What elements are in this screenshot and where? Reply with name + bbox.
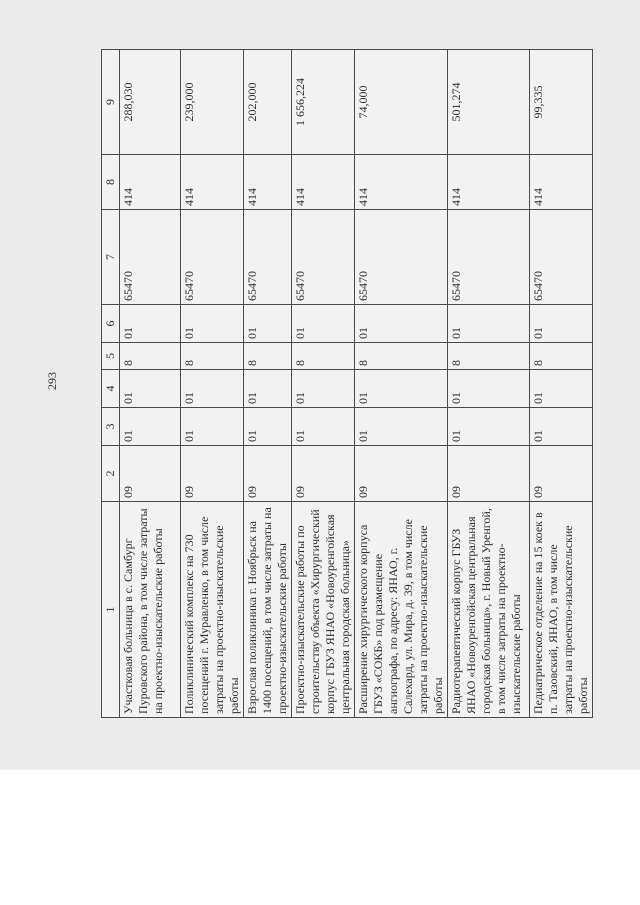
code-cell: 65470 bbox=[292, 210, 355, 305]
column-header: 4 bbox=[102, 370, 120, 408]
code-cell: 01 bbox=[120, 408, 181, 446]
code-cell: 01 bbox=[530, 408, 593, 446]
code-cell: 09 bbox=[448, 446, 530, 502]
code-cell: 01 bbox=[244, 408, 292, 446]
code-cell: 01 bbox=[244, 370, 292, 408]
code-cell: 09 bbox=[292, 446, 355, 502]
code-cell: 8 bbox=[181, 343, 244, 370]
rotated-table-frame bbox=[101, 50, 590, 718]
object-name-cell: Участковая больница в с. Самбург Пуровского района, в том числе затраты на проектно-изыскательские работы bbox=[120, 502, 181, 718]
code-cell: 414 bbox=[181, 155, 244, 210]
column-header: 7 bbox=[102, 210, 120, 305]
code-cell: 09 bbox=[120, 446, 181, 502]
code-cell: 01 bbox=[355, 408, 448, 446]
table-row bbox=[355, 50, 448, 718]
column-header: 1 bbox=[102, 502, 120, 718]
object-name-cell: Взрослая поликлиника г. Ноябрьск на 1400 посещений, в том числе затраты на проектно-изыскательские работы bbox=[244, 502, 292, 718]
code-cell: 01 bbox=[448, 408, 530, 446]
column-header: 6 bbox=[102, 305, 120, 343]
object-name-cell: Проектно-изыскательские работы по строительству объекта «Хирургический корпус ГБУЗ ЯНАО «Новоуренгойская центральная городская больница» bbox=[292, 502, 355, 718]
code-cell: 01 bbox=[120, 305, 181, 343]
code-cell: 01 bbox=[181, 408, 244, 446]
table-row bbox=[181, 50, 244, 718]
code-cell: 414 bbox=[120, 155, 181, 210]
column-header: 9 bbox=[102, 50, 120, 155]
code-cell: 8 bbox=[120, 343, 181, 370]
code-cell: 414 bbox=[530, 155, 593, 210]
code-cell: 01 bbox=[530, 305, 593, 343]
column-number-row bbox=[102, 50, 120, 718]
code-cell: 8 bbox=[355, 343, 448, 370]
code-cell: 01 bbox=[355, 370, 448, 408]
object-name-cell: Расширение хирургического корпуса ГБУЗ «СОКБ» под размещение ангиографа, по адресу: ЯНАО, г. Салехард, ул. Мира, д. 39, в том числе затраты на проектно-изыскательские работы bbox=[355, 502, 448, 718]
code-cell: 65470 bbox=[448, 210, 530, 305]
code-cell: 65470 bbox=[244, 210, 292, 305]
code-cell: 01 bbox=[530, 370, 593, 408]
code-cell: 414 bbox=[244, 155, 292, 210]
column-header: 5 bbox=[102, 343, 120, 370]
code-cell: 01 bbox=[292, 370, 355, 408]
code-cell: 09 bbox=[355, 446, 448, 502]
code-cell: 01 bbox=[120, 370, 181, 408]
amount-cell: 288,030 bbox=[120, 50, 181, 155]
amount-cell: 1 656,224 bbox=[292, 50, 355, 155]
column-header: 2 bbox=[102, 446, 120, 502]
code-cell: 09 bbox=[530, 446, 593, 502]
code-cell: 8 bbox=[292, 343, 355, 370]
code-cell: 65470 bbox=[181, 210, 244, 305]
amount-cell: 239,000 bbox=[181, 50, 244, 155]
code-cell: 01 bbox=[292, 408, 355, 446]
code-cell: 8 bbox=[244, 343, 292, 370]
code-cell: 09 bbox=[244, 446, 292, 502]
code-cell: 01 bbox=[448, 305, 530, 343]
page-number: 293 bbox=[45, 372, 59, 390]
code-cell: 65470 bbox=[530, 210, 593, 305]
landscape-page bbox=[101, 50, 590, 718]
column-header: 8 bbox=[102, 155, 120, 210]
code-cell: 01 bbox=[448, 370, 530, 408]
code-cell: 01 bbox=[244, 305, 292, 343]
table-row bbox=[448, 50, 530, 718]
code-cell: 01 bbox=[292, 305, 355, 343]
object-name-cell: Педиатрическое отделение на 15 коек в п. Тазовский, ЯНАО, в том числе затраты на проектно-изыскательские работы bbox=[530, 502, 593, 718]
code-cell: 01 bbox=[181, 305, 244, 343]
code-cell: 01 bbox=[355, 305, 448, 343]
code-cell: 8 bbox=[448, 343, 530, 370]
table-row bbox=[292, 50, 355, 718]
table-row bbox=[244, 50, 292, 718]
column-header: 3 bbox=[102, 408, 120, 446]
code-cell: 414 bbox=[448, 155, 530, 210]
budget-table bbox=[101, 49, 593, 718]
code-cell: 65470 bbox=[355, 210, 448, 305]
amount-cell: 74,000 bbox=[355, 50, 448, 155]
amount-cell: 202,000 bbox=[244, 50, 292, 155]
code-cell: 65470 bbox=[120, 210, 181, 305]
code-cell: 414 bbox=[355, 155, 448, 210]
code-cell: 414 bbox=[292, 155, 355, 210]
code-cell: 01 bbox=[181, 370, 244, 408]
amount-cell: 501,274 bbox=[448, 50, 530, 155]
code-cell: 8 bbox=[530, 343, 593, 370]
amount-cell: 99,335 bbox=[530, 50, 593, 155]
object-name-cell: Поликлинический комплекс на 730 посещений г. Муравленко, в том числе затраты на проектно-изыскательские работы bbox=[181, 502, 244, 718]
table-row bbox=[120, 50, 181, 718]
object-name-cell: Радиотерапевтический корпус ГБУЗ ЯНАО «Новоуренгойская центральная городская больница», г. Новый Уренгой, в том числе затраты на проектно-изыскательские работы bbox=[448, 502, 530, 718]
code-cell: 09 bbox=[181, 446, 244, 502]
table-row bbox=[530, 50, 593, 718]
